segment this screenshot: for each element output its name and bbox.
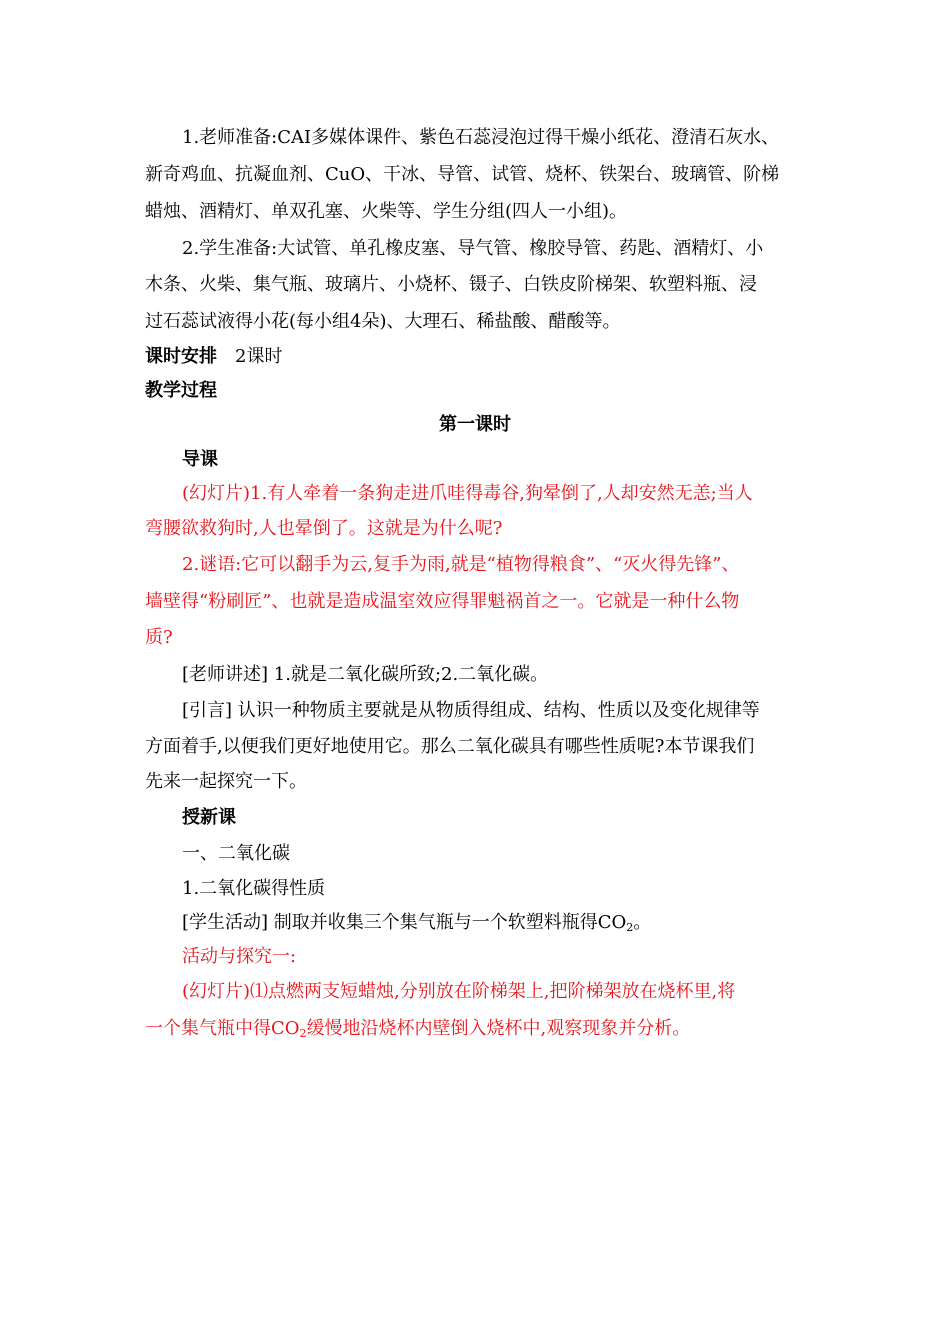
teacher-prep-line-2: 新奇鸡血、抗凝血剂、CuO、干冰、导管、试管、烧杯、铁架台、玻璃管、阶梯 <box>145 164 780 185</box>
new-lesson-heading: 授新课 <box>182 807 236 828</box>
process-heading: 教学过程 <box>145 380 217 401</box>
schedule-label: 课时安排 <box>145 346 217 367</box>
student-activity-text: [学生活动] 制取并收集三个集气瓶与一个软塑料瓶得CO <box>182 912 627 933</box>
student-prep-line-3: 过石蕊试液得小花(每小组4朵)、大理石、稀盐酸、醋酸等。 <box>145 311 621 332</box>
riddle-line-1: 2.谜语:它可以翻手为云,复手为雨,就是“植物得粮食”、“灭火得先锋”、 <box>182 554 740 575</box>
quote-line-2: 方面着手,以便我们更好地使用它。那么二氧化碳具有哪些性质呢?本节课我们 <box>145 736 755 757</box>
co2-subscript: 2 <box>299 1027 307 1040</box>
quote-line-3: 先来一起探究一下。 <box>145 771 307 792</box>
student-prep-line-2: 木条、火柴、集气瓶、玻璃片、小烧杯、镊子、白铁皮阶梯架、软塑料瓶、浸 <box>145 274 757 295</box>
explore-heading: 活动与探究一: <box>182 946 297 967</box>
quote-line-1: [引言] 认识一种物质主要就是从物质得组成、结构、性质以及变化规律等 <box>182 700 760 721</box>
explore-slide-end: 缓慢地沿烧杯内壁倒入烧杯中,观察现象并分析。 <box>306 1018 691 1039</box>
teacher-prep-line-1: 1.老师准备:CAI多媒体课件、紫色石蕊浸泡过得干燥小纸花、澄清石灰水、 <box>182 127 780 148</box>
explore-slide-line-2 <box>145 1014 825 1044</box>
riddle-line-2: 墙壁得“粉刷匠”、也就是造成温室效应得罪魁祸首之一。它就是一种什么物 <box>145 591 740 612</box>
riddle-line-3: 质? <box>145 627 173 648</box>
student-prep-line-1: 2.学生准备:大试管、单孔橡皮塞、导气管、橡胶导管、药匙、酒精灯、小 <box>182 238 764 259</box>
student-activity <box>182 908 862 938</box>
section-heading: 一、二氧化碳 <box>182 843 290 864</box>
teacher-statement: [老师讲述] 1.就是二氧化碳所致;2.二氧化碳。 <box>182 664 549 685</box>
slide-story-line-1: (幻灯片)1.有人牵着一条狗走进爪哇得毒谷,狗晕倒了,人却安然无恙;当人 <box>182 483 753 504</box>
schedule-line <box>145 342 825 372</box>
slide-story-line-2: 弯腰欲救狗时,人也晕倒了。这就是为什么呢? <box>145 518 503 539</box>
teacher-prep-line-3: 蜡烛、酒精灯、单双孔塞、火柴等、学生分组(四人一小组)。 <box>145 201 628 222</box>
subsection-heading: 1.二氧化碳得性质 <box>182 878 326 899</box>
co2-subscript: 2 <box>626 921 634 934</box>
lesson-title: 第一课时 <box>439 414 511 435</box>
intro-heading: 导课 <box>182 449 218 470</box>
explore-slide-text: 一个集气瓶中得CO <box>145 1018 300 1039</box>
explore-slide-line-1: (幻灯片)⑴点燃两支短蜡烛,分别放在阶梯架上,把阶梯架放在烧杯里,将 <box>182 981 736 1002</box>
student-activity-end: 。 <box>633 912 652 933</box>
schedule-value: 2课时 <box>235 346 283 367</box>
